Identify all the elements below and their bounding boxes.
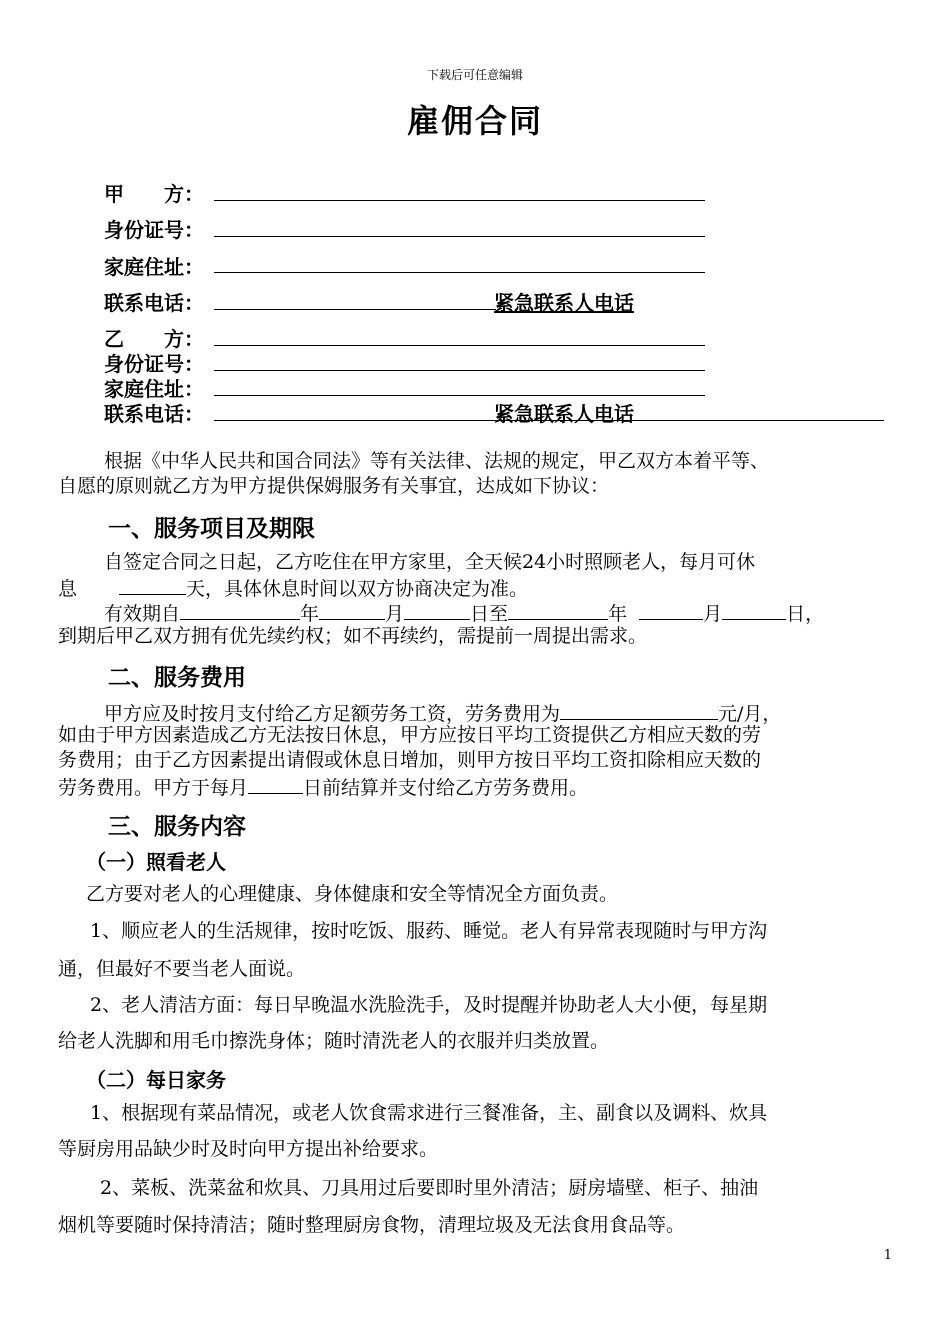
party-a-name-label: 甲 方： — [104, 182, 204, 206]
party-b-name-field[interactable] — [214, 345, 705, 346]
party-a-address-field[interactable] — [214, 272, 705, 273]
day-to-label: 日至 — [470, 603, 509, 625]
item-1-line-2: 通，但最好不要当老人面说。 — [58, 958, 306, 980]
section-2-line-4 — [58, 773, 588, 800]
page-number: 1 — [883, 1248, 892, 1263]
pay-day-text: 劳务费用。甲方于每月 — [58, 777, 249, 799]
party-a-id-label: 身份证号： — [104, 218, 204, 242]
party-b-phone-label: 联系电话： — [104, 402, 204, 426]
rest-days-blank[interactable] — [119, 574, 186, 595]
rest-days-text: 天，具体休息时间以双方协商决定为准。 — [186, 578, 529, 600]
fee-text: 甲方应及时按月支付给乙方足额劳务工资，劳务费用为 — [104, 703, 561, 725]
party-a-name-field[interactable] — [214, 200, 705, 201]
party-a-emergency-label: 紧急联系人电话 — [494, 291, 634, 315]
intro-line-2: 自愿的原则就乙方为甲方提供保姆服务有关事宜，达成如下协议： — [58, 475, 610, 497]
subsection-2-heading: （二）每日家务 — [86, 1068, 226, 1092]
end-year-blank[interactable] — [508, 599, 608, 620]
fee-unit: 元/月， — [718, 703, 782, 725]
item-3-line-1: 1、根据现有菜品情况，或老人饮食需求进行三餐准备，主、副食以及调料、炊具 — [90, 1102, 768, 1124]
party-b-emergency-label: 紧急联系人电话 — [494, 402, 634, 426]
page-title: 雇佣合同 — [406, 102, 543, 140]
end-month-blank[interactable] — [639, 599, 703, 620]
validity-label: 有效期自 — [104, 603, 181, 625]
start-month-blank[interactable] — [319, 599, 385, 620]
day-label-2: 日， — [786, 603, 825, 625]
party-a-address-label: 家庭住址： — [104, 255, 204, 279]
item-4-line-1: 2、菜板、洗菜盆和炊具、刀具用过后要即时里外清洁；厨房墙壁、柜子、抽油 — [100, 1177, 759, 1199]
party-a-phone-field[interactable] — [214, 309, 496, 310]
party-b-id-field[interactable] — [214, 370, 705, 371]
item-2-line-1: 2、老人清洁方面：每日早晚温水洗脸洗手，及时提醒并协助老人大小便，每星期 — [90, 994, 768, 1016]
item-4-line-2: 烟机等要随时保持清洁；随时整理厨房食物，清理垃圾及无法食用食品等。 — [58, 1214, 686, 1236]
month-label-2: 月 — [703, 603, 723, 625]
party-b-address-label: 家庭住址： — [104, 377, 204, 401]
intro-line-1: 根据《中华人民共和国合同法》等有关法律、法规的规定，甲乙双方本着平等、 — [104, 450, 770, 472]
item-3-line-2: 等厨房用品缺少时及时向甲方提出补给要求。 — [58, 1138, 439, 1160]
rest-label: 息 — [58, 578, 78, 600]
subsection-1-heading: （一）照看老人 — [86, 850, 226, 874]
item-2-line-2: 给老人洗脚和用毛巾擦洗身体；随时清洗老人的衣服并归类放置。 — [58, 1030, 610, 1052]
start-year-blank[interactable] — [180, 599, 300, 620]
section-2-line-1 — [104, 699, 781, 726]
section-2-line-2: 如由于甲方因素造成乙方无法按日休息，甲方应按日平均工资提供乙方相应天数的劳 — [58, 724, 762, 746]
section-2-heading: 二、服务费用 — [108, 665, 246, 691]
section-1-heading: 一、服务项目及期限 — [108, 516, 315, 542]
party-a-phone-label: 联系电话： — [104, 291, 204, 315]
section-2-line-3: 务费用；由于乙方因素提出请假或休息日增加，则甲方按日平均工资扣除相应天数的 — [58, 749, 762, 771]
section-1-p1-line-2 — [58, 574, 528, 601]
year-label-2: 年 — [608, 603, 628, 625]
section-1-p1-line-1: 自签定合同之日起，乙方吃住在甲方家里，全天候24小时照顾老人，每月可休 — [104, 551, 756, 573]
section-1-p2-line-2: 到期后甲乙双方拥有优先续约权；如不再续约，需提前一周提出需求。 — [58, 625, 648, 647]
item-1-line-1: 1、顺应老人的生活规律，按时吃饭、服药、睡觉。老人有异常表现随时与甲方沟 — [90, 920, 768, 942]
start-day-blank[interactable] — [404, 599, 470, 620]
party-b-id-label: 身份证号： — [104, 352, 204, 376]
edit-note: 下载后可任意编辑 — [426, 68, 523, 82]
section-1-p2-line-1 — [104, 599, 824, 626]
end-day-blank[interactable] — [722, 599, 786, 620]
pay-day-text-2: 日前结算并支付给乙方劳务费用。 — [303, 777, 589, 799]
pay-day-blank[interactable] — [248, 773, 303, 794]
year-label: 年 — [300, 603, 320, 625]
subsection-1-intro: 乙方要对老人的心理健康、身体健康和安全等情况全方面负责。 — [86, 883, 619, 905]
month-label: 月 — [385, 603, 405, 625]
section-3-heading: 三、服务内容 — [108, 814, 246, 840]
party-b-name-label: 乙 方： — [104, 327, 204, 351]
monthly-fee-blank[interactable] — [560, 699, 718, 720]
party-b-address-field[interactable] — [214, 395, 705, 396]
party-a-id-field[interactable] — [214, 236, 705, 237]
